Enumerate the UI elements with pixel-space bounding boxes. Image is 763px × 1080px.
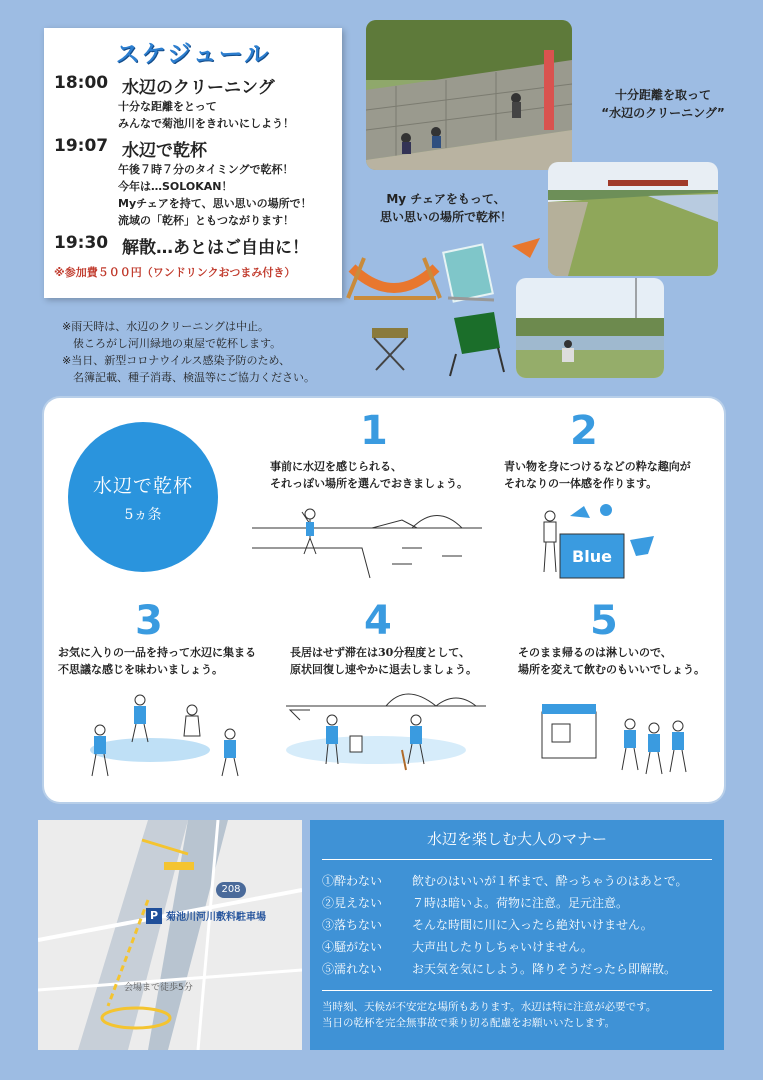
manners-title: 水辺を楽しむ大人のマナー bbox=[322, 828, 712, 860]
note-line: 当時刻、天候が不安定な場所もあります。水辺は特に注意が必要です。 bbox=[322, 1001, 657, 1013]
schedule-label: 水辺で乾杯 bbox=[122, 141, 207, 161]
manner-key: ③落ちない bbox=[322, 918, 383, 932]
rules-circle-title: 水辺で乾杯 bbox=[92, 474, 193, 497]
manner-key: ④騒がない bbox=[322, 940, 383, 954]
note-line: 当日の乾杯を完全無事故で乗り切る配慮をお願いいたします。 bbox=[322, 1017, 616, 1029]
deck-chair-icon bbox=[443, 244, 494, 301]
manner-item bbox=[322, 892, 712, 914]
schedule-time: 19:30 bbox=[54, 233, 109, 253]
rule-line: お気に入りの一品を持って水辺に集まる bbox=[58, 646, 256, 659]
parking-label: 菊池川河川敷料駐車場 bbox=[166, 912, 266, 923]
rule-line: 原状回復し速やかに退去しましょう。 bbox=[290, 663, 477, 676]
hammock-chair-icon bbox=[348, 258, 440, 298]
rules-circle-subtitle: 5ヵ条 bbox=[124, 506, 162, 523]
schedule-label: 水辺のクリーニング bbox=[122, 78, 275, 98]
note-line: ※当日、新型コロナウイルス感染予防のため、 bbox=[62, 354, 291, 367]
manners-panel bbox=[310, 820, 724, 1050]
rule-text bbox=[504, 458, 691, 492]
stool-icon bbox=[372, 328, 408, 370]
walk-label: 会場まで徒歩5分 bbox=[124, 983, 193, 993]
schedule-time: 19:07 bbox=[54, 136, 109, 156]
schedule-sub: Myチェアを持て、思い思いの場所で！ bbox=[118, 197, 312, 210]
schedule-box bbox=[44, 28, 342, 298]
schedule-row-1 bbox=[54, 73, 332, 98]
rule-5-illustration bbox=[538, 690, 698, 784]
camp-chair-icon bbox=[450, 312, 504, 376]
rule-2-illustration bbox=[530, 496, 670, 590]
cleaning-photo bbox=[366, 20, 572, 170]
rule-line: 長居はせず滞在は30分程度として、 bbox=[290, 646, 471, 659]
schedule-sub: みんなで菊池川をきれいにしよう！ bbox=[118, 117, 294, 130]
manner-item bbox=[322, 870, 712, 892]
rule-line: それっぽい場所を選んでおきましょう。 bbox=[270, 477, 468, 490]
rule-1-illustration bbox=[252, 498, 482, 592]
schedule-row-3 bbox=[54, 233, 332, 258]
rule-4-illustration bbox=[286, 680, 486, 784]
note-line: ※雨天時は、水辺のクリーニングは中止。 bbox=[62, 320, 269, 333]
rule-text bbox=[518, 644, 705, 678]
manner-key: ⑤濡れない bbox=[322, 962, 383, 976]
chair-caption bbox=[356, 190, 536, 226]
rule-line: 事前に水辺を感じられる、 bbox=[270, 460, 402, 473]
manner-item bbox=[322, 936, 712, 958]
sandal-icon bbox=[512, 238, 540, 258]
manner-text: そんな時間に川に入ったら絶対いけません。 bbox=[412, 918, 653, 932]
note-line: 俵ころがし河川緑地の東屋で乾杯します。 bbox=[62, 337, 282, 350]
manner-item bbox=[322, 914, 712, 936]
rule-number: 4 bbox=[364, 598, 392, 644]
schedule-sub: 午後７時７分のタイミングで乾杯！ bbox=[118, 163, 294, 176]
riverbank-photo bbox=[548, 162, 718, 276]
rule-text bbox=[290, 644, 477, 678]
schedule-sub: 流域の「乾杯」ともつながります！ bbox=[118, 214, 294, 227]
manners-note bbox=[322, 990, 712, 1031]
manner-item bbox=[322, 958, 712, 980]
manner-text: ７時は暗いよ。荷物に注意。足元注意。 bbox=[412, 896, 629, 910]
rule-text bbox=[270, 458, 468, 492]
schedule-row-2 bbox=[54, 136, 332, 161]
caption-line: 思い思いの場所で乾杯！ bbox=[379, 210, 512, 224]
rule-text bbox=[58, 644, 256, 678]
manner-text: 飲むのはいいが１杯まで、酔っちゃうのはあとで。 bbox=[412, 874, 688, 888]
access-map bbox=[38, 820, 302, 1050]
rain-notes bbox=[62, 318, 315, 386]
rule-number: 3 bbox=[135, 598, 163, 644]
rule-3-illustration bbox=[80, 690, 250, 790]
note-line: 名簿記載、種子消毒、検温等にご協力ください。 bbox=[62, 371, 315, 384]
rules-circle bbox=[68, 422, 218, 572]
schedule-time: 18:00 bbox=[54, 73, 109, 93]
manner-key: ②見えない bbox=[322, 896, 383, 910]
schedule-sub: 十分な距離をとって bbox=[118, 100, 217, 113]
blue-box-label: Blue bbox=[572, 547, 612, 566]
rule-line: 青い物を身につけるなどの粋な趣向が bbox=[504, 460, 691, 473]
rule-line: そのまま帰るのは淋しいので、 bbox=[518, 646, 672, 659]
manner-key: ①酔わない bbox=[322, 874, 383, 888]
cleaning-caption bbox=[573, 86, 753, 122]
schedule-sub: 今年は…SOLOKAN！ bbox=[118, 180, 233, 193]
rule-number: 2 bbox=[570, 408, 598, 454]
fee-note: ※参加費５００円（ワンドリンクおつまみ付き） bbox=[54, 266, 296, 279]
caption-line: “水辺のクリーニング” bbox=[601, 106, 725, 120]
rule-line: それなりの一体感を作ります。 bbox=[504, 477, 658, 490]
rule-number: 1 bbox=[360, 408, 388, 454]
caption-line: 十分距離を取って bbox=[614, 88, 711, 102]
rule-line: 不思議な感じを味わいましょう。 bbox=[58, 663, 223, 676]
route-208-badge: 208 bbox=[216, 882, 246, 898]
rule-line: 場所を変えて飲むのもいいでしょう。 bbox=[518, 663, 705, 676]
schedule-title: スケジュール bbox=[115, 40, 271, 68]
manner-text: お天気を気にしよう。降りそうだったら即解散。 bbox=[412, 962, 677, 976]
rule-number: 5 bbox=[590, 598, 618, 644]
chair-illustrations bbox=[344, 238, 544, 378]
schedule-label: 解散…あとはご自由に！ bbox=[122, 238, 309, 258]
manner-text: 大声出したりしちゃいけません。 bbox=[412, 940, 593, 954]
caption-line: My チェアをもって、 bbox=[386, 192, 506, 206]
parking-icon: P bbox=[146, 908, 162, 924]
